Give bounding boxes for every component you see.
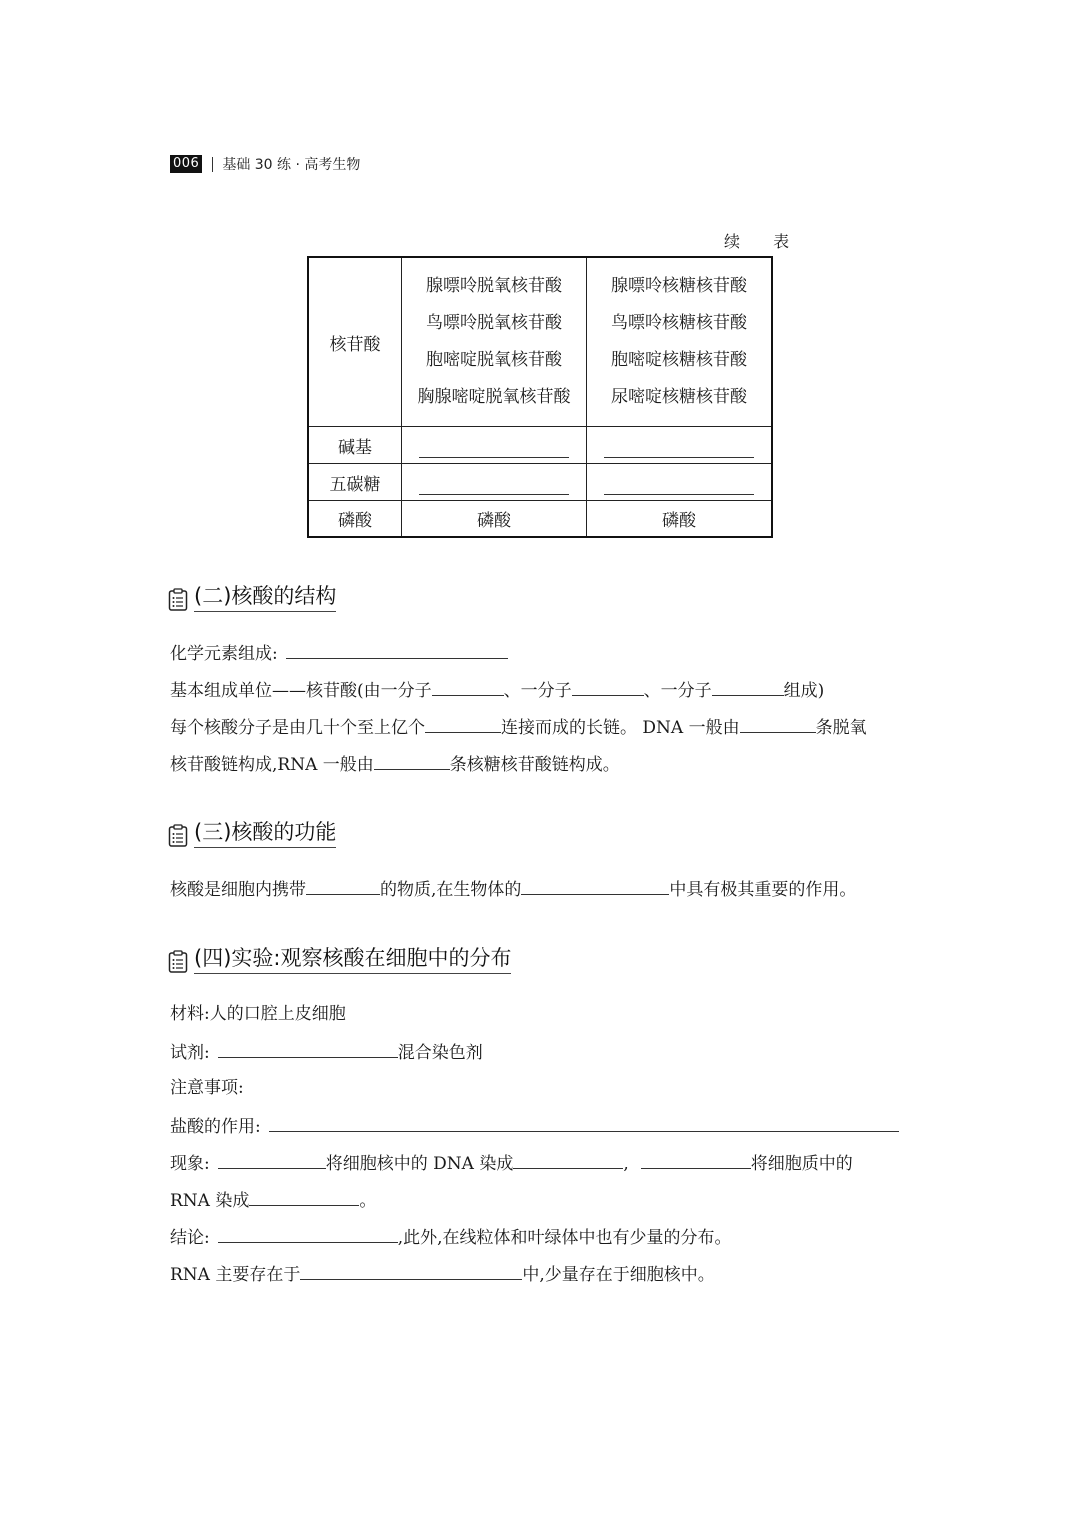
table-row bbox=[308, 257, 772, 427]
dna-base-blank[interactable] bbox=[402, 427, 587, 464]
text: 试剂: bbox=[170, 1043, 210, 1063]
section-heading bbox=[168, 584, 336, 612]
rna-sugar-blank[interactable] bbox=[587, 464, 773, 501]
blank[interactable] bbox=[374, 751, 450, 770]
text: 条脱氧 bbox=[815, 718, 867, 738]
dna-sugar-blank[interactable] bbox=[402, 464, 587, 501]
rna-base-blank[interactable] bbox=[587, 427, 773, 464]
row-label: 五碳糖 bbox=[308, 464, 402, 501]
text-line bbox=[170, 1150, 853, 1176]
blank[interactable] bbox=[425, 714, 501, 733]
text: 材料:人的口腔上皮细胞 bbox=[170, 1004, 346, 1024]
clipboard-icon bbox=[168, 588, 188, 612]
clipboard-icon bbox=[168, 824, 188, 848]
list-item: 胸腺嘧啶脱氧核苷酸 bbox=[417, 387, 571, 407]
blank[interactable] bbox=[513, 1150, 623, 1169]
rna-phosphate-cell: 磷酸 bbox=[587, 501, 773, 537]
row-label: 核苷酸 bbox=[308, 257, 402, 427]
blank[interactable] bbox=[641, 1150, 751, 1169]
nucleic-acid-table bbox=[307, 256, 773, 538]
dna-phosphate-cell: 磷酸 bbox=[402, 501, 587, 537]
blank[interactable] bbox=[306, 876, 380, 895]
table-row bbox=[308, 427, 772, 464]
text-line bbox=[170, 1261, 715, 1287]
text: , bbox=[623, 1154, 629, 1174]
section-heading bbox=[168, 946, 511, 974]
rna-nucleotides-cell bbox=[587, 257, 773, 427]
text-line bbox=[170, 1113, 899, 1139]
row-label: 磷酸 bbox=[308, 501, 402, 537]
blank[interactable] bbox=[269, 1113, 899, 1132]
list-item: 腺嘌呤核糖核苷酸 bbox=[611, 276, 747, 296]
list-item: 鸟嘌呤核糖核苷酸 bbox=[611, 313, 747, 333]
text-line bbox=[170, 640, 508, 666]
text-line bbox=[170, 1039, 483, 1065]
text-line bbox=[170, 876, 856, 902]
text: 条核糖核苷酸链构成。 bbox=[449, 755, 620, 775]
blank[interactable] bbox=[218, 1224, 398, 1243]
blank[interactable] bbox=[740, 714, 816, 733]
text: RNA 主要存在于 bbox=[170, 1265, 301, 1285]
list-item: 胞嘧啶核糖核苷酸 bbox=[611, 350, 747, 370]
text: 盐酸的作用: bbox=[170, 1117, 261, 1137]
text-line bbox=[170, 1187, 376, 1213]
text: ,此外,在线粒体和叶绿体中也有少量的分布。 bbox=[397, 1228, 732, 1248]
text: 、一分子 bbox=[643, 681, 712, 701]
text: 混合染色剂 bbox=[397, 1043, 483, 1063]
header-divider bbox=[212, 157, 213, 172]
text: 核酸是细胞内携带 bbox=[170, 880, 306, 900]
text: RNA 染成 bbox=[170, 1191, 250, 1211]
list-item: 尿嘧啶核糖核苷酸 bbox=[611, 387, 747, 407]
row-label: 碱基 bbox=[308, 427, 402, 464]
text: 。 bbox=[359, 1191, 377, 1211]
blank[interactable] bbox=[712, 677, 784, 696]
list-item: 腺嘌呤脱氧核苷酸 bbox=[426, 276, 562, 296]
text-line bbox=[170, 1002, 346, 1026]
text: 组成) bbox=[783, 681, 825, 701]
text-line bbox=[170, 751, 620, 777]
blank[interactable] bbox=[218, 1039, 398, 1058]
text: 中具有极其重要的作用。 bbox=[669, 880, 857, 900]
text: 将细胞质中的 bbox=[750, 1154, 853, 1174]
page-number: 006 bbox=[170, 155, 202, 173]
blank[interactable] bbox=[300, 1261, 522, 1280]
blank[interactable] bbox=[521, 876, 669, 895]
text: 、一分子 bbox=[503, 681, 572, 701]
text: 结论: bbox=[170, 1228, 210, 1248]
blank[interactable] bbox=[286, 640, 508, 659]
text-line bbox=[170, 1224, 732, 1250]
dna-nucleotides-cell bbox=[402, 257, 587, 427]
page-header bbox=[170, 154, 360, 174]
section-title: (二)核酸的结构 bbox=[194, 584, 336, 612]
table-row bbox=[308, 464, 772, 501]
book-title: 基础 30 练 · 高考生物 bbox=[222, 157, 361, 173]
blank[interactable] bbox=[218, 1150, 326, 1169]
text: 中,少量存在于细胞核中。 bbox=[522, 1265, 715, 1285]
text: 每个核酸分子是由几十个至上亿个 bbox=[170, 718, 425, 738]
text-line bbox=[170, 714, 867, 740]
text: 将细胞核中的 DNA 染成 bbox=[325, 1154, 514, 1174]
clipboard-icon bbox=[168, 950, 188, 974]
text: 核苷酸链构成,RNA 一般由 bbox=[170, 755, 374, 775]
table-continued-label: 续 表 bbox=[724, 232, 804, 251]
list-item: 胞嘧啶脱氧核苷酸 bbox=[426, 350, 562, 370]
text-line bbox=[170, 1076, 244, 1100]
section-title: (四)实验:观察核酸在细胞中的分布 bbox=[194, 946, 511, 974]
text: 基本组成单位——核苷酸(由一分子 bbox=[170, 681, 432, 701]
blank[interactable] bbox=[249, 1187, 359, 1206]
text: 注意事项: bbox=[170, 1078, 244, 1098]
table-row bbox=[308, 501, 772, 537]
section-heading bbox=[168, 820, 336, 848]
blank[interactable] bbox=[572, 677, 644, 696]
text: 的物质,在生物体的 bbox=[380, 880, 522, 900]
text: 连接而成的长链。 DNA 一般由 bbox=[501, 718, 740, 738]
blank[interactable] bbox=[432, 677, 504, 696]
text: 现象: bbox=[170, 1154, 210, 1174]
section-title: (三)核酸的功能 bbox=[194, 820, 336, 848]
text-line bbox=[170, 677, 824, 703]
label: 化学元素组成: bbox=[170, 644, 278, 664]
list-item: 鸟嘌呤脱氧核苷酸 bbox=[426, 313, 562, 333]
